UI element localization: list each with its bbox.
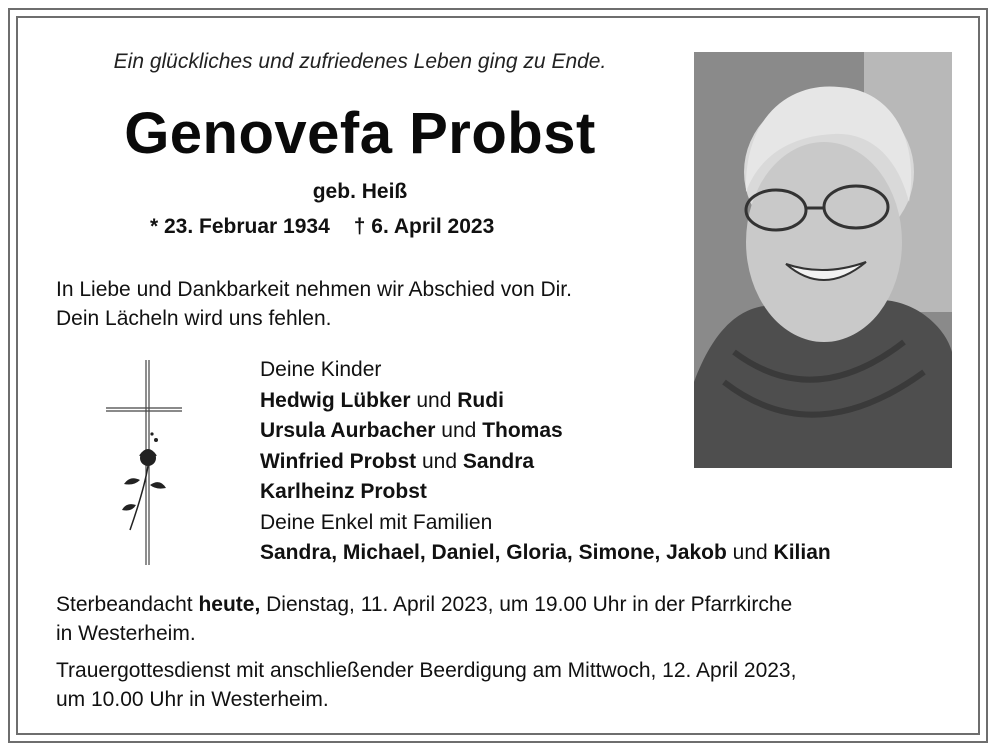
mourners-list xyxy=(260,355,831,569)
service-info xyxy=(56,590,956,722)
grandchildren-row: Sandra, Michael, Daniel, Gloria, Simone, Jakob und Kilian xyxy=(260,541,831,564)
mourner-row: Hedwig Lübker und Rudi xyxy=(260,388,504,412)
motto: Ein glückliches und zufriedenes Leben ging zu Ende. xyxy=(113,50,607,73)
death-date: † 6. April 2023 xyxy=(353,215,495,238)
cross-with-rose-icon xyxy=(100,360,190,565)
wake-info: Sterbeandacht heute, Dienstag, 11. April 2023, um 19.00 Uhr in der Pfarrkirche in Westerheim. xyxy=(56,593,793,645)
children-heading: Deine Kinder xyxy=(260,358,382,381)
mourner-row: Karlheinz Probst xyxy=(260,480,427,503)
birth-date: * 23. Februar 1934 xyxy=(150,215,330,238)
mourner-row: Ursula Aurbacher und Thomas xyxy=(260,419,563,442)
life-dates xyxy=(150,215,494,239)
mourner-row: Winfried Probst und Sandra xyxy=(260,449,535,473)
grandchildren-heading: Deine Enkel mit Familien xyxy=(260,510,493,534)
farewell-line-1: In Liebe und Dankbarkeit nehmen wir Abschied von Dir. xyxy=(56,278,572,301)
farewell-line-2: Dein Lächeln wird uns fehlen. xyxy=(56,307,332,330)
farewell-text xyxy=(56,275,572,333)
funeral-info: Trauergottesdienst mit anschließender Beerdigung am Mittwoch, 12. April 2023, um 10.00 Uhr in Westerheim. xyxy=(56,659,797,711)
deceased-name: Genovefa Probst xyxy=(124,101,596,166)
maiden-name: geb. Heiß xyxy=(312,180,408,203)
